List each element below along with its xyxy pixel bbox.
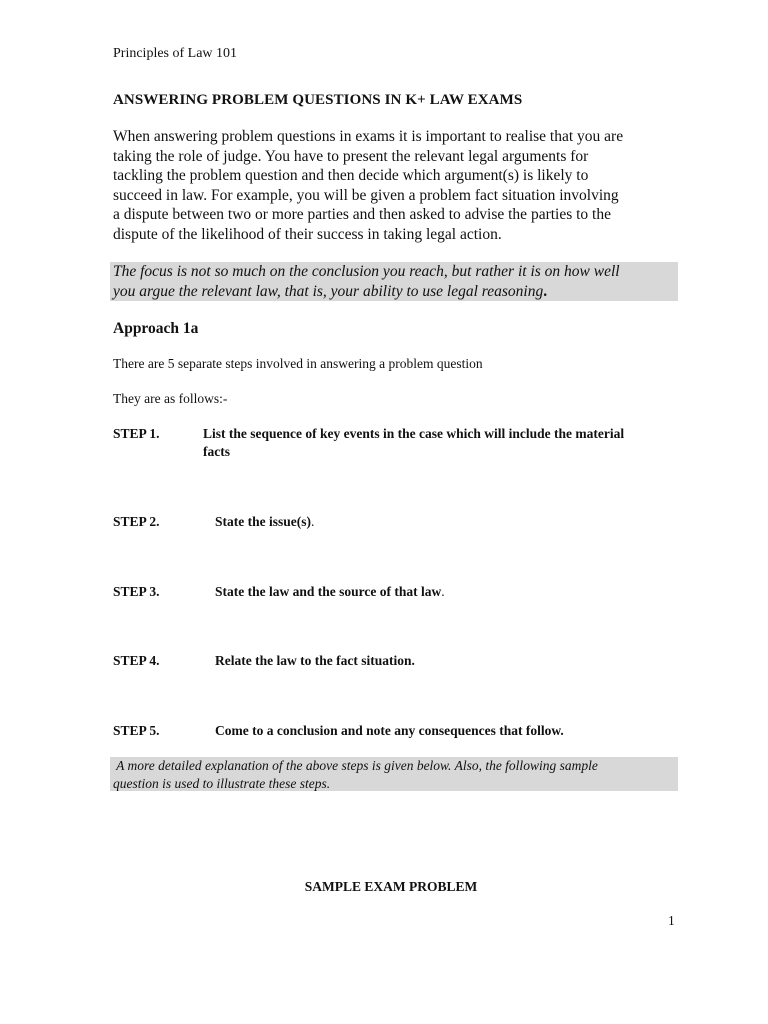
step-number: STEP 1. bbox=[113, 426, 160, 441]
focus-callout bbox=[110, 262, 678, 301]
detail-line: A more detailed explanation of the above steps is given below. Also, the following sample bbox=[113, 758, 598, 773]
focus-line-text: you argue the relevant law, that is, your ability to use legal reasoning bbox=[113, 282, 544, 300]
step-number: STEP 4. bbox=[113, 653, 160, 668]
step-text bbox=[215, 722, 685, 740]
detail-line: question is used to illustrate these steps. bbox=[113, 776, 331, 791]
step-text-line: facts bbox=[203, 444, 230, 459]
step-text-main: State the law and the source of that law bbox=[215, 584, 442, 599]
step-text bbox=[215, 513, 685, 531]
intro-line: a dispute between two or more parties and then asked to advise the parties to the bbox=[113, 206, 611, 224]
step-number: STEP 5. bbox=[113, 723, 160, 738]
approach-heading: Approach 1a bbox=[113, 320, 199, 337]
step-text-main: State the issue(s) bbox=[215, 514, 311, 529]
focus-line-last bbox=[113, 282, 678, 302]
step-number: STEP 3. bbox=[113, 584, 160, 599]
intro-paragraph bbox=[113, 127, 683, 245]
step-number: STEP 2. bbox=[113, 514, 160, 529]
step-text-main: Come to a conclusion and note any consequences that follow. bbox=[215, 723, 564, 738]
steps-intro-text: There are 5 separate steps involved in answering a problem question bbox=[113, 356, 483, 371]
intro-line: dispute of the likelihood of their success in taking legal action. bbox=[113, 225, 502, 243]
focus-line: The focus is not so much on the conclusion you reach, but rather it is on how well bbox=[113, 263, 620, 280]
step-text bbox=[215, 652, 685, 670]
page-title: ANSWERING PROBLEM QUESTIONS IN K+ LAW EXAMS bbox=[113, 92, 523, 108]
step-text bbox=[215, 583, 685, 601]
detail-callout bbox=[110, 757, 678, 791]
intro-line: taking the role of judge. You have to present the relevant legal arguments for bbox=[113, 147, 589, 165]
step-trail: . bbox=[441, 584, 445, 599]
focus-end-punctuation: . bbox=[543, 282, 548, 300]
intro-line: succeed in law. For example, you will be given a problem fact situation involving bbox=[113, 186, 619, 204]
step-text bbox=[203, 425, 683, 461]
intro-line: tackling the problem question and then decide which argument(s) is likely to bbox=[113, 167, 589, 185]
step-trail: . bbox=[311, 514, 315, 529]
intro-line: When answering problem questions in exams it is important to realise that you are bbox=[113, 128, 624, 145]
sample-problem-heading: SAMPLE EXAM PROBLEM bbox=[304, 879, 478, 894]
running-header: Principles of Law 101 bbox=[113, 46, 238, 61]
step-text-line: List the sequence of key events in the case which will include the material bbox=[203, 426, 625, 441]
as-follows-text: They are as follows:- bbox=[113, 391, 228, 406]
step-text-main: Relate the law to the fact situation. bbox=[215, 653, 415, 668]
page-number: 1 bbox=[668, 913, 675, 928]
